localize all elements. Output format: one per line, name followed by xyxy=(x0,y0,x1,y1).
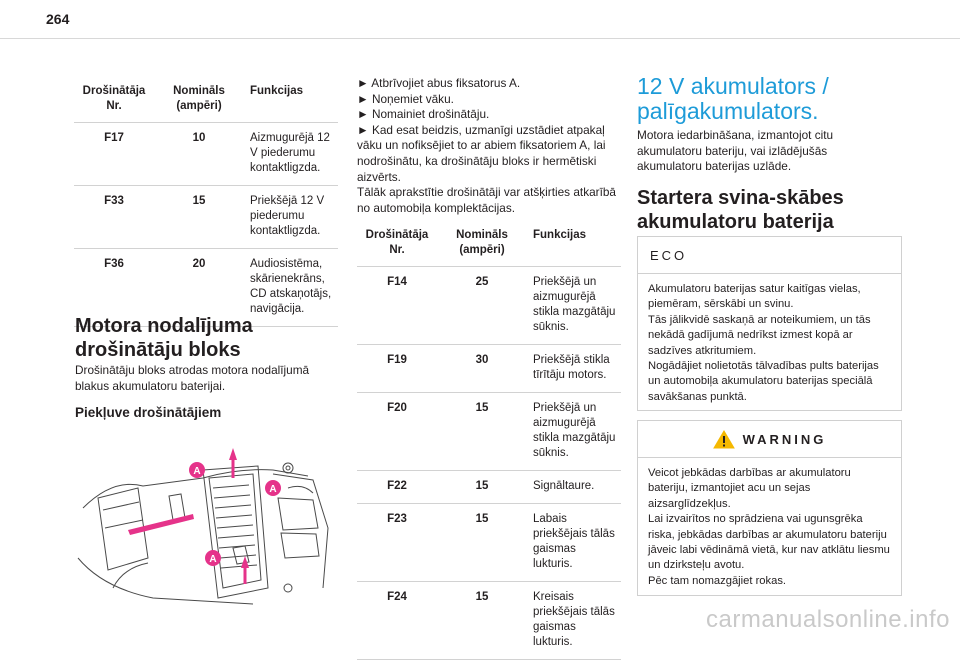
warning-notice-line: Pēc tam nomazgājiet rokas. xyxy=(648,574,787,587)
table-row xyxy=(357,504,621,582)
warning-notice-line: Lai izvairītos no sprādziena vai ugunsgrēka riska, jebkādas darbības ar akumulatoru bateriju jāveic labi vēdināmā vietā, kur nav atklātu liesmu un dzirksteļu avotu. xyxy=(648,513,890,572)
fuse-amps: 15 xyxy=(437,504,527,582)
fusebox-illustration xyxy=(73,438,335,606)
eco-notice-line: Akumulatoru baterijas satur kaitīgas vielas, piemēram, sērskābi un svinu. xyxy=(648,283,861,311)
page-header xyxy=(0,0,960,39)
instruction-step: ► Atbrīvojiet abus fiksatorus A. xyxy=(357,76,521,90)
callout-a-top-label: A xyxy=(193,466,201,477)
section-title-starter-battery: Startera svina-skābes akumulatoru baterija xyxy=(637,187,844,233)
column-header-functions: Funkcijas xyxy=(244,78,338,123)
column-header-fuse: Drošinātāja Nr. xyxy=(74,78,154,123)
fuse-amps: 20 xyxy=(154,249,244,327)
fuse-function: Audiosistēma, skārienekrāns, CD atskaņotājs, navigācija. xyxy=(244,249,338,327)
callout-a-bottom-label: A xyxy=(209,554,217,565)
instruction-step: ► Nomainiet drošinātāju. xyxy=(357,107,490,122)
eco-notice-line: Nogādājiet nolietotās tālvadības pults baterijas un automobiļa akumulatoru baterijas speciālā savākšanas punktā. xyxy=(648,360,879,403)
warning-notice-title: WARNING xyxy=(742,431,827,447)
fuse-amps: 15 xyxy=(437,471,527,504)
section-title-battery: 12 V akumulators / palīgakumulators. xyxy=(637,73,829,124)
warning-notice-line: Veicot jebkādas darbības ar akumulatoru bateriju, izmantojiet acu un sejas aizsarglīdzekļus. xyxy=(648,467,851,510)
warning-notice-header xyxy=(638,421,901,458)
table-row xyxy=(74,186,338,249)
fuse-number: F22 xyxy=(357,471,437,504)
engine-fusebox-text: Drošinātāju bloks atrodas motora nodalījumā blakus akumulatoru baterijai. xyxy=(75,363,310,393)
fuse-number: F20 xyxy=(357,393,437,471)
fuse-number: F23 xyxy=(357,504,437,582)
warning-triangle-icon xyxy=(713,430,735,449)
column-header-amps: Nomināls (ampēri) xyxy=(154,78,244,123)
table-header-row xyxy=(357,222,621,267)
fuse-table-1 xyxy=(74,78,338,327)
fuse-number: F19 xyxy=(357,345,437,393)
fuse-number: F24 xyxy=(357,582,437,660)
table-header-row xyxy=(74,78,338,123)
warning-notice-body xyxy=(638,458,901,589)
fuse-amps: 10 xyxy=(154,123,244,186)
fuse-amps: 15 xyxy=(437,393,527,471)
watermark: carmanualsonline.info xyxy=(706,606,950,633)
warning-notice-box xyxy=(637,420,902,596)
fuse-function: Labais priekšējais tālās gaismas lukturis. xyxy=(527,504,621,582)
eco-notice-title: ECO xyxy=(638,237,901,274)
eco-notice-line: Tās jālikvidē saskaņā ar noteikumiem, un tās nekādā gadījumā nedrīkst izmest kopā ar sadzīves atkritumiem. xyxy=(648,313,871,357)
fuse-table-2 xyxy=(357,222,621,660)
fuse-number: F14 xyxy=(357,267,437,345)
table-row xyxy=(357,471,621,504)
eco-notice-box xyxy=(637,236,902,411)
fuse-function: Priekšējā stikla tīrītāju motors. xyxy=(527,345,621,393)
fuse-function: Kreisais priekšējais tālās gaismas lukturis. xyxy=(527,582,621,660)
fuse-amps: 15 xyxy=(437,582,527,660)
callout-a-right-label: A xyxy=(269,484,277,495)
instruction-step: ► Noņemiet vāku. xyxy=(357,91,454,106)
instruction-note: Tālāk aprakstītie drošinātāji var atšķirties atkarībā no automobiļa komplektācijas. xyxy=(357,185,616,215)
column-header-functions: Funkcijas xyxy=(527,222,621,267)
instruction-step: ► Kad esat beidzis, uzmanīgi uzstādiet atpakaļ vāku un nofiksējiet to ar abiem fiksatoriem A, lai nodrošinātu, ka drošinātāju bloks ir hermētiski aizvērts. xyxy=(357,122,606,184)
table-row xyxy=(357,582,621,660)
column-header-fuse: Drošinātāja Nr. xyxy=(357,222,437,267)
fuse-function: Priekšējā un aizmugurējā stikla mazgātāju sūknis. xyxy=(527,393,621,471)
fuse-amps: 30 xyxy=(437,345,527,393)
table-row xyxy=(357,393,621,471)
page-number: 264 xyxy=(46,11,70,27)
fuse-function: Priekšējā un aizmugurējā stikla mazgātāju sūknis. xyxy=(527,267,621,345)
fuse-function: Signāltaure. xyxy=(527,471,621,504)
fuse-amps: 15 xyxy=(154,186,244,249)
fuse-number: F33 xyxy=(74,186,154,249)
battery-intro-text: Motora iedarbināšana, izmantojot citu akumulatoru bateriju, vai izlādējušās akumulatoru baterijas uzlāde. xyxy=(637,128,834,174)
fuse-number: F17 xyxy=(74,123,154,186)
fuse-number: F36 xyxy=(74,249,154,327)
fuse-function: Priekšējā 12 V piederumu kontaktligzda. xyxy=(244,186,338,249)
subsection-title-access: Piekļuve drošinātājiem xyxy=(75,405,222,420)
table-row xyxy=(357,345,621,393)
column-header-amps: Nomināls (ampēri) xyxy=(437,222,527,267)
section-title-engine-fusebox: Motora nodalījuma drošinātāju bloks xyxy=(75,315,253,361)
fuse-amps: 25 xyxy=(437,267,527,345)
fuse-function: Aizmugurējā 12 V piederumu kontaktligzda. xyxy=(244,123,338,186)
eco-notice-body xyxy=(638,274,901,405)
table-row xyxy=(74,123,338,186)
table-row xyxy=(357,267,621,345)
fuse-replacement-instructions xyxy=(357,76,623,216)
